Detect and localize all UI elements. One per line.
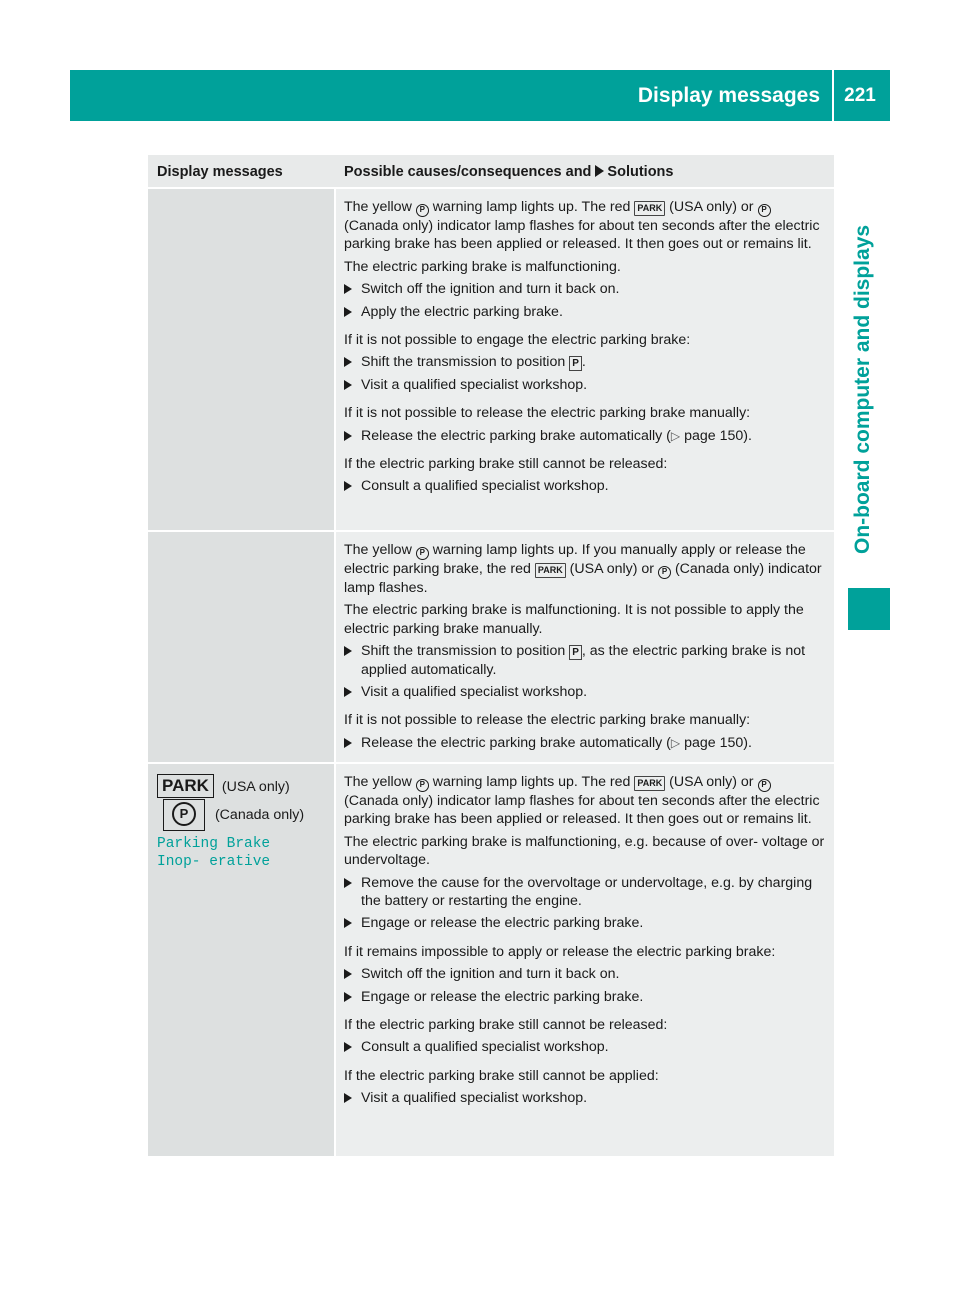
text: warning lamp lights up. The red xyxy=(432,774,631,790)
section-title: Display messages xyxy=(637,84,820,107)
parking-brake-display-icon xyxy=(163,799,205,831)
gear-p-icon: P xyxy=(569,356,582,371)
bullet-arrow-icon xyxy=(344,642,361,679)
text: (USA only) or xyxy=(569,561,655,577)
list-item xyxy=(344,734,826,752)
list-item-text xyxy=(361,353,826,371)
list-item-text xyxy=(361,642,826,679)
text: Release the electric parking brake automatically ( xyxy=(361,427,671,444)
bullet-arrow-icon xyxy=(344,1089,361,1107)
list-item xyxy=(344,683,826,701)
table-row xyxy=(148,530,834,762)
list-item xyxy=(344,280,826,298)
park-indicator-icon: PARK xyxy=(634,201,665,216)
parking-brake-indicator-icon: P xyxy=(758,779,771,792)
list-item xyxy=(344,914,826,932)
park-indicator-icon: PARK xyxy=(634,776,665,791)
list-item xyxy=(344,303,826,321)
usa-only-label: (USA only) xyxy=(221,779,290,795)
list-item-text: Consult a qualified specialist workshop. xyxy=(361,478,609,495)
header-divider xyxy=(832,70,834,121)
col-header-causes xyxy=(336,155,834,187)
parking-brake-warning-icon: P xyxy=(416,204,429,217)
gear-p-icon: P xyxy=(569,645,582,660)
paragraph: The electric parking brake is malfunctioning. It is not possible to apply the electric parking brake manually. xyxy=(344,602,804,637)
table-header xyxy=(148,155,834,187)
list-item-text: Visit a qualified specialist workshop. xyxy=(361,684,588,701)
text: (Canada only) indicator lamp flashes. xyxy=(344,561,822,596)
text: (USA only) or xyxy=(669,774,754,790)
display-message-cell xyxy=(148,764,334,1156)
paragraph xyxy=(344,198,826,254)
list-item-text: Switch off the ignition and turn it back on. xyxy=(361,281,620,298)
text: The yellow xyxy=(344,199,412,215)
page-header-bar xyxy=(70,70,890,121)
parking-brake-indicator-icon: P xyxy=(658,566,671,579)
list-item xyxy=(344,1038,826,1056)
bullet-arrow-icon xyxy=(344,683,361,701)
table-row xyxy=(148,762,834,1156)
list-item xyxy=(344,427,826,445)
paragraph: If it is not possible to release the electric parking brake manually: xyxy=(344,712,751,729)
bullet-arrow-icon xyxy=(344,734,361,752)
causes-cell xyxy=(336,532,834,762)
display-message-cell xyxy=(148,532,334,762)
chapter-marker-block xyxy=(848,588,890,630)
col-header-display-messages: Display messages xyxy=(157,164,283,180)
causes-cell xyxy=(336,764,834,1156)
chapter-side-tab: On-board computer and displays xyxy=(851,224,874,554)
display-messages-table xyxy=(148,155,834,1156)
bullet-arrow-icon xyxy=(344,376,361,394)
list-item-text xyxy=(361,734,826,752)
page-reference-arrow-icon: ▷ xyxy=(670,428,681,443)
col-header-causes-text: Possible causes/consequences and xyxy=(344,164,592,180)
bullet-arrow-icon xyxy=(344,280,361,298)
text: The yellow xyxy=(344,774,412,790)
list-item-text: Engage or release the electric parking brake. xyxy=(361,915,644,932)
text: The yellow xyxy=(344,542,412,558)
list-item xyxy=(344,477,826,495)
list-item-text: Visit a qualified specialist workshop. xyxy=(361,1090,588,1107)
bullet-arrow-icon xyxy=(344,914,361,932)
display-message-text: Parking Brake Inop‐ erative xyxy=(157,836,271,871)
bullet-arrow-icon xyxy=(344,427,361,445)
display-message-cell xyxy=(148,189,334,530)
paragraph: If it is not possible to engage the electric parking brake: xyxy=(344,332,691,349)
paragraph xyxy=(344,541,826,597)
parking-brake-indicator-icon: P xyxy=(758,204,771,217)
text: Shift the transmission to position xyxy=(361,354,566,371)
list-item xyxy=(344,353,826,371)
table-row xyxy=(148,187,834,530)
list-item-text: Switch off the ignition and turn it back on. xyxy=(361,966,620,983)
paragraph: If the electric parking brake still cannot be released: xyxy=(344,456,668,473)
page-reference-link[interactable]: page 150). xyxy=(684,427,752,444)
paragraph: If it remains impossible to apply or release the electric parking brake: xyxy=(344,943,776,960)
list-item-text: Remove the cause for the overvoltage or undervoltage, e.g. by charging the battery or restarting the engine. xyxy=(361,874,813,910)
text: (USA only) or xyxy=(669,199,754,215)
col-header-solutions-text: Solutions xyxy=(607,164,674,180)
list-item xyxy=(344,376,826,394)
parking-brake-warning-icon: P xyxy=(416,547,429,560)
page-reference-link[interactable]: page 150). xyxy=(684,734,752,751)
list-item xyxy=(344,874,826,911)
list-item xyxy=(344,988,826,1006)
canada-only-label: (Canada only) xyxy=(214,806,305,823)
list-item-text: Visit a qualified specialist workshop. xyxy=(361,376,588,393)
list-item xyxy=(344,965,826,983)
bullet-arrow-icon xyxy=(344,477,361,495)
solution-arrow-icon xyxy=(595,165,604,177)
page-number: 221 xyxy=(844,85,876,106)
list-item xyxy=(344,642,826,679)
paragraph: If the electric parking brake still cannot be applied: xyxy=(344,1067,659,1084)
list-item xyxy=(344,1089,826,1107)
park-display-icon: PARK xyxy=(157,774,214,798)
parking-brake-warning-icon: P xyxy=(416,779,429,792)
bullet-arrow-icon xyxy=(344,353,361,371)
text: warning lamp lights up. The red xyxy=(432,199,631,215)
text: Shift the transmission to position xyxy=(361,643,566,660)
paragraph xyxy=(344,773,826,829)
paragraph: If it is not possible to release the electric parking brake manually: xyxy=(344,405,751,422)
list-item-text xyxy=(361,427,826,445)
page-reference-arrow-icon: ▷ xyxy=(670,735,681,750)
text: . xyxy=(581,354,586,371)
list-item-text: Engage or release the electric parking brake. xyxy=(361,988,644,1005)
bullet-arrow-icon xyxy=(344,988,361,1006)
text: (Canada only) indicator lamp flashes for about ten seconds after the electric parking brake has been applied or released. It then goes out or remains lit. xyxy=(344,793,820,828)
p-circle: P xyxy=(172,802,196,826)
bullet-arrow-icon xyxy=(344,1038,361,1056)
paragraph: If the electric parking brake still cannot be released: xyxy=(344,1017,668,1034)
bullet-arrow-icon xyxy=(344,965,361,983)
causes-cell xyxy=(336,189,834,530)
park-indicator-icon: PARK xyxy=(535,563,566,578)
text: (Canada only) indicator lamp flashes for about ten seconds after the electric parking brake has been applied or released. It then goes out or remains lit. xyxy=(344,218,820,253)
display-symbols xyxy=(157,774,328,831)
bullet-arrow-icon xyxy=(344,303,361,321)
bullet-arrow-icon xyxy=(344,874,361,911)
paragraph: The electric parking brake is malfunctioning, e.g. because of over- voltage or undervoltage. xyxy=(344,833,825,869)
paragraph: The electric parking brake is malfunctioning. xyxy=(344,258,621,275)
text: Release the electric parking brake automatically ( xyxy=(361,734,671,751)
text: , as the electric parking brake is not applied automatically. xyxy=(361,643,806,678)
list-item-text: Apply the electric parking brake. xyxy=(361,303,563,320)
text: warning lamp lights up. If you manually apply or release the electric parking brake, the red xyxy=(344,542,806,577)
list-item-text: Consult a qualified specialist workshop. xyxy=(361,1039,609,1056)
